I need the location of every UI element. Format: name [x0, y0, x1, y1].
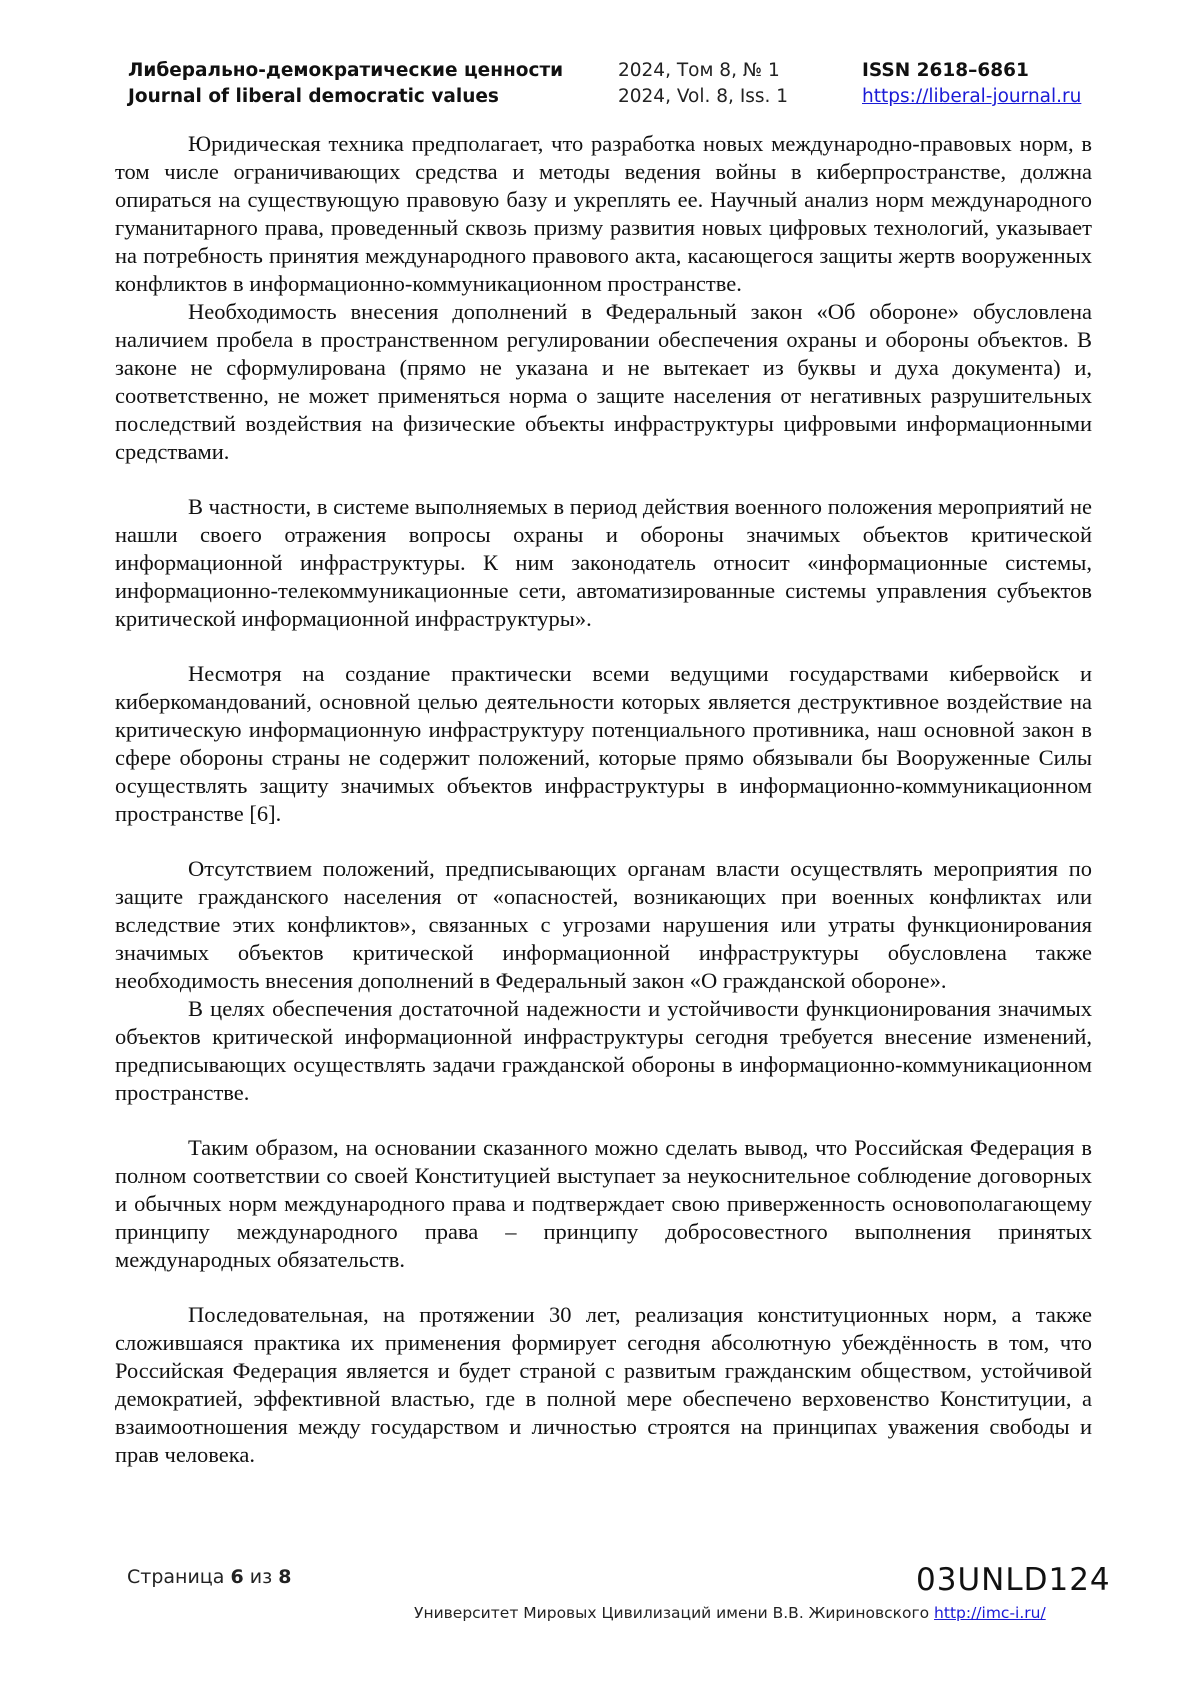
page-current: 6 — [230, 1566, 244, 1588]
article-body — [115, 130, 1092, 1469]
university-line — [414, 1604, 1046, 1622]
university-name: Университет Мировых Цивилизаций имени В.В. Жириновского — [414, 1604, 930, 1622]
journal-title-en: Journal of liberal democratic values — [128, 86, 499, 107]
page-prefix: Страница — [127, 1566, 225, 1588]
page-total: 8 — [278, 1566, 292, 1588]
issue-info — [618, 58, 788, 110]
journal-title-ru: Либерально-демократические ценности — [128, 60, 564, 81]
page-number — [127, 1566, 291, 1588]
issue-en: 2024, Vol. 8, Iss. 1 — [618, 86, 789, 107]
paragraph: Несмотря на создание практически всеми ведущими государствами кибервойск и киберкомандований, основной целью деятельности которых является деструктивное воздействие на критическую информационную инфраструктуру потенциального противника, наш основной закон в сфере обороны страны не содержит положений, которые прямо обязывали бы Вооруженные Силы осуществлять защиту значимых объектов инфраструктуры в информационно-коммуникационном пространстве [6]. — [115, 661, 1092, 826]
paragraph: Отсутствием положений, предписывающих органам власти осуществлять мероприятия по защите гражданского населения от «опасностей, возникающих при военных конфликтах или вследствие этих конфликтов», связанных с угрозами нарушения или утраты функционирования значимых объектов критической информационной инфраструктуры обусловлена также необходимость внесения дополнений в Федеральный закон «О гражданской обороне». — [115, 856, 1092, 993]
paragraph: Таким образом, на основании сказанного можно сделать вывод, что Российская Федерация в полном соответствии со своей Конституцией выступает за неукоснительное соблюдение договорных и обычных норм международного права и подтверждает свою приверженность основополагающему принципу международного права – принципу добросовестного выполнения принятых международных обязательств. — [115, 1135, 1092, 1272]
paragraph: Необходимость внесения дополнений в Федеральный закон «Об обороне» обусловлена наличием пробела в пространственном регулировании обеспечения охраны и обороны объектов. В законе не сформулирована (прямо не указана и не вытекает из буквы и духа документа) и, соответственно, не может применяться норма о защите населения от негативных разрушительных последствий воздействия на физические объекты инфраструктуры цифровыми информационными средствами. — [115, 299, 1092, 464]
issue-ru: 2024, Том 8, № 1 — [618, 60, 780, 81]
page-of: из — [249, 1566, 273, 1588]
journal-title-block — [128, 58, 563, 110]
paragraph: Юридическая техника предполагает, что разработка новых международно-правовых норм, в том числе ограничивающих средства и методы ведения войны в киберпространстве, должна опираться на существующую правовую базу и укреплять ее. Научный анализ норм международного гуманитарного права, проведенный сквозь призму развития новых цифровых технологий, указывает на потребность принятия международного правового акта, касающегося защиты жертв вооруженных конфликтов в информационно-коммуникационном пространстве. — [115, 131, 1092, 296]
university-link[interactable]: http://imc-i.ru/ — [934, 1604, 1046, 1622]
article-code: 03UNLD124 — [916, 1562, 1111, 1598]
issn-label: ISSN 2618–6861 — [862, 60, 1029, 81]
paragraph: В целях обеспечения достаточной надежности и устойчивости функционирования значимых объектов критической информационной инфраструктуры сегодня требуется внесение изменений, предписывающих осуществлять задачи гражданской обороны в информационно-коммуникационном пространстве. — [115, 996, 1092, 1105]
journal-website-link[interactable]: https://liberal-journal.ru — [862, 86, 1082, 107]
issn-block — [862, 58, 1081, 110]
paragraph: В частности, в системе выполняемых в период действия военного положения мероприятий не нашли своего отражения вопросы охраны и обороны значимых объектов критической информационной инфраструктуры. К ним законодатель относит «информационные системы, информационно-телекоммуникационные сети, автоматизированные системы управления субъектов критической информационной инфраструктуры». — [115, 494, 1092, 631]
paragraph: Последовательная, на протяжении 30 лет, реализация конституционных норм, а также сложившаяся практика их применения формирует сегодня абсолютную убеждённость в том, что Российская Федерация является и будет страной с развитым гражданским обществом, устойчивой демократией, эффективной властью, где в полной мере обеспечено верховенство Конституции, а взаимоотношения между государством и личностью строятся на принципах уважения свободы и прав человека. — [115, 1302, 1092, 1467]
page-header — [128, 58, 1098, 110]
